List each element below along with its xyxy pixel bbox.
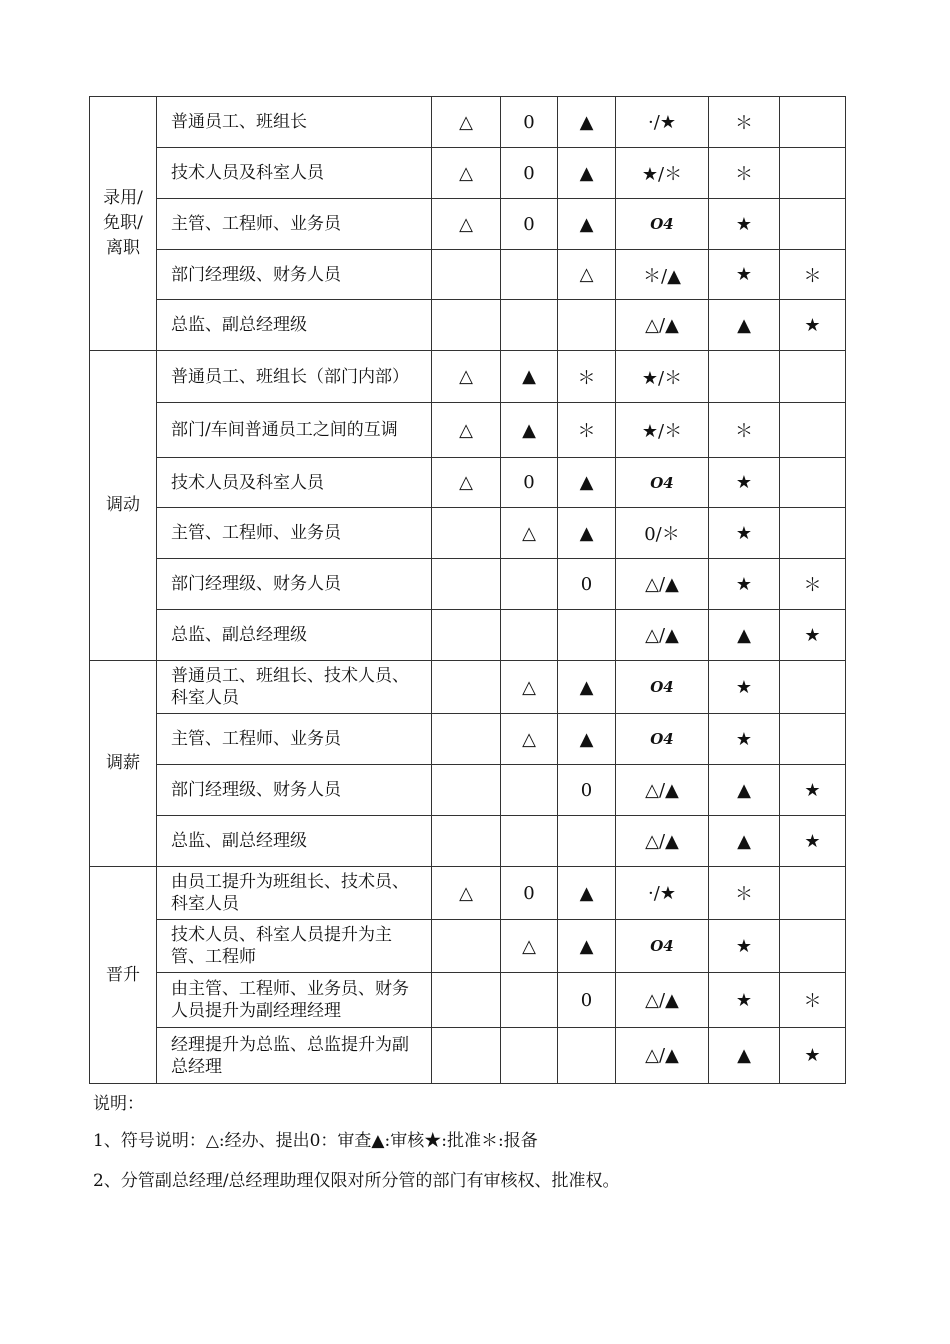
mark-cell: ▲: [558, 199, 616, 250]
mark-cell: ★: [709, 199, 780, 250]
mark-cell: △: [432, 458, 501, 508]
table-row: [90, 351, 846, 403]
mark-cell: ★: [780, 610, 846, 661]
mark-cell: [501, 816, 558, 867]
position-cell: 总监、副总经理级: [157, 610, 432, 661]
mark-cell: ★/＊: [616, 148, 709, 199]
mark-cell: ＊: [709, 403, 780, 458]
mark-cell: [780, 714, 846, 765]
mark-cell: △/▲: [616, 559, 709, 610]
mark-cell: ★: [709, 250, 780, 300]
mark-cell: △: [501, 508, 558, 559]
table-row: [90, 403, 846, 458]
mark-cell: ＊: [709, 97, 780, 148]
mark-cell: ＊: [558, 403, 616, 458]
table-row: [90, 920, 846, 973]
position-cell: 部门经理级、财务人员: [157, 250, 432, 300]
mark-cell: [780, 458, 846, 508]
mark-cell: ▲: [709, 610, 780, 661]
position-cell: 技术人员、科室人员提升为主管、工程师: [157, 920, 432, 973]
mark-cell: [432, 661, 501, 714]
notes-authority-rule: 2、分管副总经理/总经理助理仅限对所分管的部门有审核权、批准权。: [93, 1171, 620, 1191]
mark-cell: ▲: [558, 458, 616, 508]
position-cell: 总监、副总经理级: [157, 816, 432, 867]
mark-cell: ＊: [709, 148, 780, 199]
notes-title: 说明：: [93, 1094, 144, 1114]
mark-cell: ★: [780, 1028, 846, 1084]
mark-cell: [432, 973, 501, 1028]
mark-cell: ▲: [558, 508, 616, 559]
mark-cell: ＊: [780, 559, 846, 610]
mark-cell: ·/★: [616, 97, 709, 148]
table-row: [90, 97, 846, 148]
mark-cell: [780, 508, 846, 559]
mark-cell: ▲: [501, 403, 558, 458]
mark-cell: ▲: [558, 148, 616, 199]
mark-cell: △: [558, 250, 616, 300]
mark-cell: [432, 610, 501, 661]
table-row: [90, 199, 846, 250]
mark-cell: △/▲: [616, 1028, 709, 1084]
mark-cell: [432, 508, 501, 559]
position-cell: 技术人员及科室人员: [157, 148, 432, 199]
position-cell: 主管、工程师、业务员: [157, 199, 432, 250]
mark-cell: 0: [501, 867, 558, 920]
category-cell: 调动: [90, 351, 157, 661]
mark-cell: ＊: [558, 351, 616, 403]
category-cell: 录用/ 免职/ 离职: [90, 97, 157, 351]
table-row: [90, 867, 846, 920]
table-row: [90, 250, 846, 300]
mark-cell: [780, 403, 846, 458]
mark-cell: [432, 920, 501, 973]
mark-cell: [780, 920, 846, 973]
table-row: [90, 148, 846, 199]
table-row: [90, 816, 846, 867]
mark-cell: △/▲: [616, 300, 709, 351]
mark-cell: [501, 559, 558, 610]
mark-cell: ▲: [709, 300, 780, 351]
mark-cell: ★: [709, 973, 780, 1028]
table-row: [90, 973, 846, 1028]
position-cell: 部门经理级、财务人员: [157, 559, 432, 610]
mark-cell: ▲: [501, 351, 558, 403]
position-cell: 总监、副总经理级: [157, 300, 432, 351]
mark-cell: [501, 1028, 558, 1084]
mark-cell: △: [432, 199, 501, 250]
mark-cell: 0/＊: [616, 508, 709, 559]
mark-cell: 0: [501, 97, 558, 148]
mark-cell: ▲: [709, 765, 780, 816]
mark-cell: ＊: [780, 973, 846, 1028]
table-row: [90, 300, 846, 351]
mark-cell: △: [432, 867, 501, 920]
mark-cell: ▲: [709, 816, 780, 867]
mark-cell: [432, 300, 501, 351]
mark-cell: ★: [780, 300, 846, 351]
mark-cell: ★: [709, 458, 780, 508]
mark-cell: ▲: [558, 661, 616, 714]
mark-cell: △: [432, 351, 501, 403]
mark-cell: △: [501, 920, 558, 973]
mark-cell: △: [432, 403, 501, 458]
mark-cell: [432, 250, 501, 300]
table-row: [90, 765, 846, 816]
position-cell: 普通员工、班组长、技术人员、科室人员: [157, 661, 432, 714]
mark-cell: [501, 765, 558, 816]
position-cell: 由主管、工程师、业务员、财务人员提升为副经理经理: [157, 973, 432, 1028]
mark-cell: 0: [501, 458, 558, 508]
table-row: [90, 508, 846, 559]
mark-cell: O4: [616, 661, 709, 714]
mark-cell: [558, 610, 616, 661]
position-cell: 由员工提升为班组长、技术员、科室人员: [157, 867, 432, 920]
mark-cell: ▲: [709, 1028, 780, 1084]
mark-cell: [432, 765, 501, 816]
permission-table: [89, 96, 846, 1084]
mark-cell: [501, 973, 558, 1028]
mark-cell: [501, 250, 558, 300]
category-cell: 调薪: [90, 661, 157, 867]
mark-cell: ·/★: [616, 867, 709, 920]
mark-cell: [558, 816, 616, 867]
mark-cell: △: [501, 661, 558, 714]
notes-symbol-legend: 1、符号说明：△:经办、提出0：审查▲:审核★:批准＊:报备: [93, 1131, 538, 1151]
mark-cell: ＊/▲: [616, 250, 709, 300]
position-cell: 主管、工程师、业务员: [157, 714, 432, 765]
mark-cell: △/▲: [616, 816, 709, 867]
mark-cell: △: [501, 714, 558, 765]
mark-cell: [432, 559, 501, 610]
table-row: [90, 714, 846, 765]
mark-cell: O4: [616, 714, 709, 765]
mark-cell: [432, 1028, 501, 1084]
mark-cell: ★: [709, 559, 780, 610]
mark-cell: [432, 816, 501, 867]
mark-cell: △/▲: [616, 610, 709, 661]
position-cell: 主管、工程师、业务员: [157, 508, 432, 559]
mark-cell: ▲: [558, 97, 616, 148]
mark-cell: [780, 97, 846, 148]
mark-cell: [780, 199, 846, 250]
mark-cell: [432, 714, 501, 765]
mark-cell: ★/＊: [616, 351, 709, 403]
mark-cell: [780, 661, 846, 714]
mark-cell: [780, 351, 846, 403]
mark-cell: ＊: [709, 867, 780, 920]
mark-cell: O4: [616, 458, 709, 508]
mark-cell: ★: [709, 661, 780, 714]
mark-cell: 0: [558, 973, 616, 1028]
mark-cell: ▲: [558, 714, 616, 765]
position-cell: 普通员工、班组长: [157, 97, 432, 148]
mark-cell: 0: [558, 765, 616, 816]
position-cell: 技术人员及科室人员: [157, 458, 432, 508]
category-cell: 晋升: [90, 867, 157, 1084]
mark-cell: [501, 610, 558, 661]
mark-cell: ▲: [558, 920, 616, 973]
mark-cell: 0: [501, 199, 558, 250]
mark-cell: ★: [709, 508, 780, 559]
position-cell: 部门/车间普通员工之间的互调: [157, 403, 432, 458]
table-row: [90, 1028, 846, 1084]
mark-cell: O4: [616, 920, 709, 973]
position-cell: 经理提升为总监、总监提升为副总经理: [157, 1028, 432, 1084]
mark-cell: [558, 300, 616, 351]
mark-cell: ▲: [558, 867, 616, 920]
position-cell: 普通员工、班组长（部门内部）: [157, 351, 432, 403]
mark-cell: ★: [709, 920, 780, 973]
mark-cell: △/▲: [616, 973, 709, 1028]
table-row: [90, 559, 846, 610]
table-row: [90, 458, 846, 508]
table-row: [90, 610, 846, 661]
mark-cell: 0: [558, 559, 616, 610]
mark-cell: ＊: [780, 250, 846, 300]
mark-cell: 0: [501, 148, 558, 199]
mark-cell: [558, 1028, 616, 1084]
table-row: [90, 661, 846, 714]
mark-cell: △: [432, 148, 501, 199]
mark-cell: ★: [709, 714, 780, 765]
mark-cell: △/▲: [616, 765, 709, 816]
mark-cell: [780, 867, 846, 920]
mark-cell: [709, 351, 780, 403]
mark-cell: O4: [616, 199, 709, 250]
mark-cell: [780, 148, 846, 199]
mark-cell: △: [432, 97, 501, 148]
mark-cell: ★: [780, 765, 846, 816]
position-cell: 部门经理级、财务人员: [157, 765, 432, 816]
mark-cell: [501, 300, 558, 351]
mark-cell: ★: [780, 816, 846, 867]
mark-cell: ★/＊: [616, 403, 709, 458]
